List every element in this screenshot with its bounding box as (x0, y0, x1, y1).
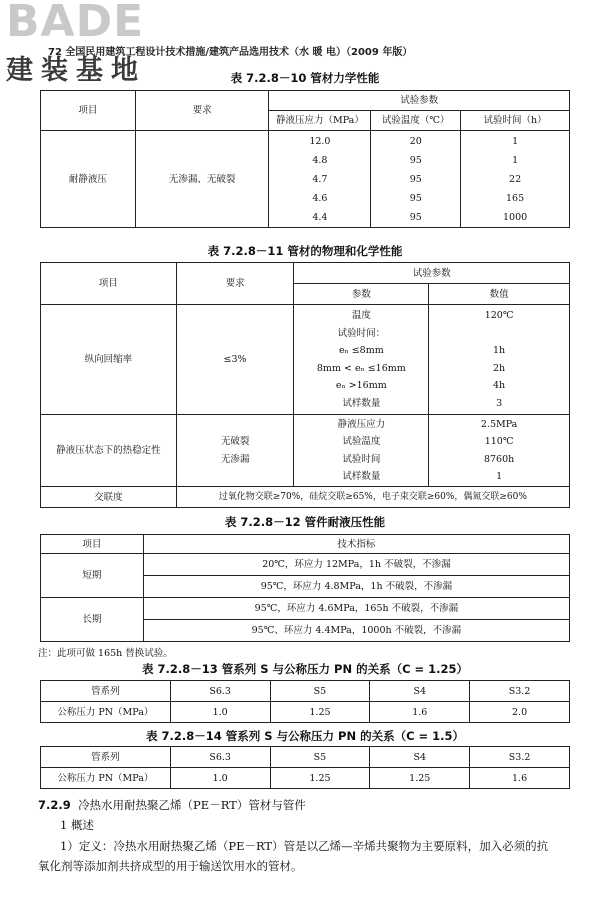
table-10 (40, 90, 570, 228)
header-parameter: 参数 (294, 284, 429, 305)
table-row: 95℃，环应力 4.8MPa，1h 不破裂，不渗漏 (143, 576, 569, 598)
definition-line-1 (60, 838, 548, 854)
table-13-caption: 表 7.2.8－13 管系列 S 与公称压力 PN 的关系（C = 1.25） (141, 662, 469, 676)
header-test-params: 试验参数 (269, 91, 570, 111)
table-cell: S6.3 (170, 747, 270, 768)
table-11-caption: 表 7.2.8－11 管材的物理和化学性能 (207, 244, 403, 258)
row-label-series: 管系列 (41, 747, 171, 768)
table-cell: S5 (270, 747, 370, 768)
definition-lead: 1）定义： (60, 839, 114, 853)
table-cell: 2.0 (470, 702, 570, 723)
row-label-series: 管系列 (41, 681, 171, 702)
crosslink-value: 过氧化物交联≥70%，硅烷交联≥65%，电子束交联≥60%，偶氮交联≥60% (176, 487, 569, 508)
temperature-values: 20 95 95 95 95 (371, 131, 461, 228)
section-number: 7.2.9 (38, 798, 71, 812)
table-12 (40, 534, 570, 642)
section-title: 冷热水用耐热聚乙烯（PE－RT）管材与管件 (78, 798, 306, 812)
table-cell: S3.2 (470, 747, 570, 768)
header-time: 试验时间（h） (461, 111, 570, 131)
short-term-label: 短期 (41, 554, 144, 598)
crosslink-item: 交联度 (41, 487, 177, 508)
table-cell: S4 (370, 681, 470, 702)
header-stress: 静液压应力（MPa） (269, 111, 371, 131)
header-test-params: 试验参数 (294, 263, 570, 284)
thermal-stability-item: 静液压状态下的热稳定性 (41, 415, 177, 487)
time-values: 1 1 22 165 1000 (461, 131, 570, 228)
logo-cjk-text: 建装基地 (6, 55, 146, 86)
table-10-caption: 表 7.2.8－10 管材力学性能 (230, 71, 380, 85)
stress-values: 12.0 4.8 4.7 4.6 4.4 (269, 131, 371, 228)
header-requirement: 要求 (135, 91, 269, 131)
item-cell: 耐静液压 (41, 131, 136, 228)
logo-latin-text: BADE (6, 0, 145, 47)
row-label-pressure: 公称压力 PN（MPa） (41, 702, 171, 723)
table-row: 95℃、环应力 4.4MPa，1000h 不破裂，不渗漏 (143, 620, 569, 642)
table-13 (40, 680, 570, 723)
shrinkage-params: 温度 试验时间： eₙ ≤8mm 8mm < eₙ ≤16mm eₙ >16mm 试样数量 (294, 305, 429, 415)
header-tech-index: 技术指标 (143, 535, 569, 554)
table-row: 20℃，环应力 12MPa，1h 不破裂，不渗漏 (143, 554, 569, 576)
thermal-stability-requirement: 无破裂 无渗漏 (176, 415, 294, 487)
requirement-cell: 无渗漏、无破裂 (135, 131, 269, 228)
row-label-pressure: 公称压力 PN（MPa） (41, 768, 171, 789)
table-cell: 1.25 (270, 702, 370, 723)
header-item: 项目 (41, 263, 177, 305)
table-row: 95℃，环应力 4.6MPa，165h 不破裂，不渗漏 (143, 598, 569, 620)
table-cell: S3.2 (470, 681, 570, 702)
header-item: 项目 (41, 535, 144, 554)
subsection-heading: 1 概述 (60, 818, 94, 832)
thermal-stability-values: 2.5MPa 110℃ 8760h 1 (429, 415, 570, 487)
shrinkage-item: 纵向回缩率 (41, 305, 177, 415)
table-14 (40, 746, 570, 789)
running-head: 72 全国民用建筑工程设计技术措施/建筑产品选用技术（水 暖 电）（2009 年版） (48, 47, 413, 58)
header-requirement: 要求 (176, 263, 294, 305)
long-term-label: 长期 (41, 598, 144, 642)
thermal-stability-params: 静液压应力 试验温度 试验时间 试样数量 (294, 415, 429, 487)
table-14-caption: 表 7.2.8－14 管系列 S 与公称压力 PN 的关系（C = 1.5） (145, 729, 465, 743)
table-cell: 1.25 (270, 768, 370, 789)
table-cell: 1.0 (170, 702, 270, 723)
section-heading (38, 797, 306, 813)
table-cell: 1.6 (370, 702, 470, 723)
table-cell: S4 (370, 747, 470, 768)
shrinkage-values: 120℃ 1h 2h 4h 3 (429, 305, 570, 415)
table-cell: 1.0 (170, 768, 270, 789)
table-cell: S6.3 (170, 681, 270, 702)
table-11 (40, 262, 570, 508)
table-cell: 1.6 (470, 768, 570, 789)
definition-line-2: 氧化剂等添加剂共挤成型的用于输送饮用水的管材。 (38, 859, 303, 873)
table-cell: S5 (270, 681, 370, 702)
table-12-caption: 表 7.2.8－12 管件耐液压性能 (224, 515, 386, 529)
table-cell: 1.25 (370, 768, 470, 789)
header-temperature: 试验温度（℃） (371, 111, 461, 131)
header-value: 数值 (429, 284, 570, 305)
definition-text-1: 冷热水用耐热聚乙烯（PE－RT）管是以乙烯—辛烯共聚物为主要原料，加入必须的抗 (113, 839, 549, 853)
shrinkage-requirement: ≤3% (176, 305, 294, 415)
header-item: 项目 (41, 91, 136, 131)
table-12-note: 注：此项可做 165h 替换试验。 (38, 648, 173, 659)
